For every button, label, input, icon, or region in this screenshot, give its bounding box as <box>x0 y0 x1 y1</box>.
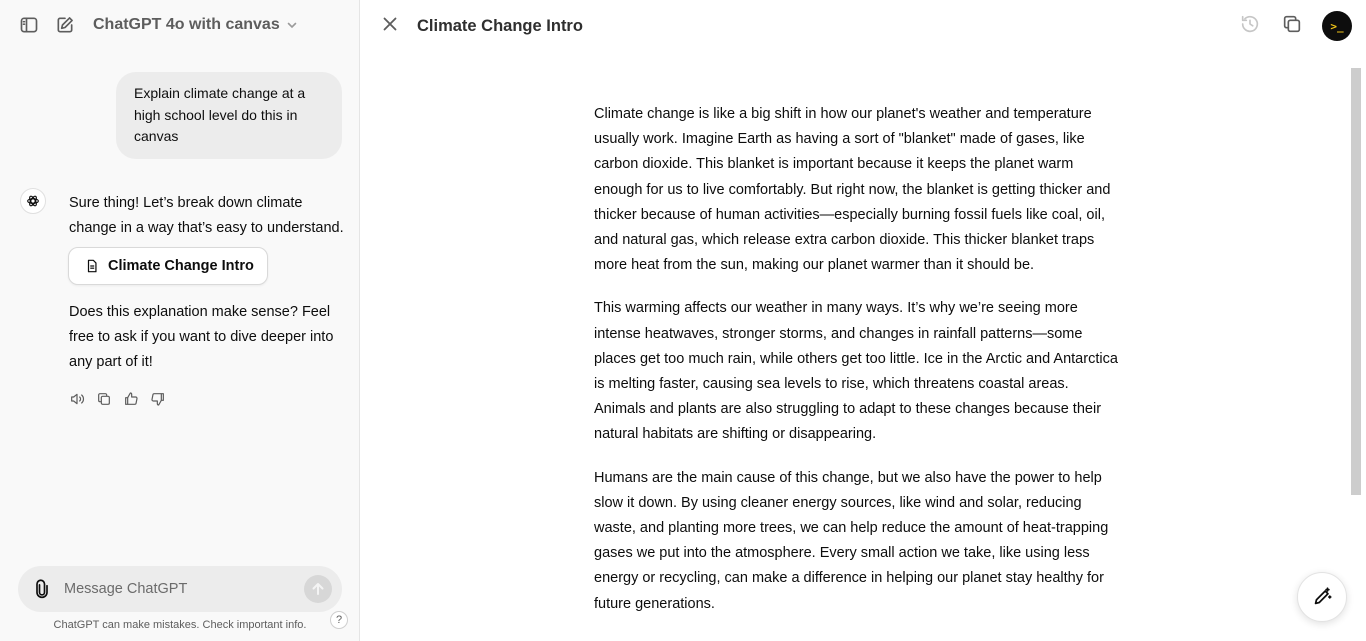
scrollbar-thumb[interactable] <box>1351 68 1361 495</box>
message-actions <box>68 390 167 408</box>
canvas-document[interactable] <box>594 102 1119 635</box>
sidebar-toggle-icon[interactable] <box>15 11 43 39</box>
user-message: Explain climate change at a high school level do this in canvas <box>116 72 342 159</box>
help-button[interactable]: ? <box>330 611 348 629</box>
doc-paragraph-1: Climate change is like a big shift in how our planet's weather and temperature usually work. Imagine Earth as having a sort of "blanket" made of gases, like carbon dioxide. This blanket is important because it keeps the planet warm enough for us to live comfortably. But right now, the blanket is getting thicker and thicker because of human activities—especially burning fossil fuels like coal, oil, and natural gas, which release extra carbon dioxide. This thicker blanket traps more heat from the sun, making our planet warmer than it should be. <box>594 106 1111 274</box>
attach-icon[interactable] <box>32 579 52 599</box>
send-button[interactable] <box>304 575 332 603</box>
canvas-card-label: Climate Change Intro <box>108 258 254 274</box>
assistant-intro: Sure thing! Let’s break down climate change in a way that’s easy to understand. <box>69 195 344 236</box>
copy-document-icon[interactable] <box>1281 13 1305 37</box>
thumbs-up-icon[interactable] <box>122 390 140 408</box>
thumbs-down-icon[interactable] <box>149 390 167 408</box>
history-icon[interactable] <box>1239 13 1263 37</box>
document-icon <box>85 259 99 273</box>
chat-topbar <box>0 0 360 52</box>
model-selector[interactable] <box>93 16 298 34</box>
message-input[interactable] <box>64 576 294 602</box>
chevron-down-icon <box>286 19 298 31</box>
read-aloud-icon[interactable] <box>68 390 86 408</box>
copy-icon[interactable] <box>95 390 113 408</box>
canvas-title: Climate Change Intro <box>417 17 583 35</box>
chat-pane <box>0 0 360 641</box>
canvas-card[interactable] <box>68 247 268 285</box>
canvas-pane <box>361 0 1366 641</box>
openai-logo-icon <box>25 193 41 209</box>
assistant-followup: Does this explanation make sense? Feel free to ask if you want to dive deeper into any part of it! <box>69 304 334 370</box>
doc-paragraph-3: Humans are the main cause of this change, but we also have the power to help slow it down. By using cleaner energy sources, like wind and solar, reducing waste, and planting more trees, we can help reduce the amount of heat-trapping gases we put into the atmosphere. Every small action we take, like using less energy or recycling, can make a difference in helping our planet stay healthy for future generations. <box>594 469 1109 612</box>
edit-suggestions-button[interactable] <box>1297 572 1347 622</box>
assistant-avatar <box>20 188 46 214</box>
arrow-up-icon <box>310 581 326 597</box>
disclaimer: ChatGPT can make mistakes. Check important info. <box>53 619 307 631</box>
user-avatar[interactable]: >_ <box>1322 11 1352 41</box>
model-name: ChatGPT 4o with canvas <box>93 16 280 33</box>
new-chat-icon[interactable] <box>51 11 79 39</box>
doc-paragraph-2: This warming affects our weather in many ways. It’s why we’re seeing more intense heatwaves, stronger storms, and changes in rainfall patterns—some places get too much rain, while others get too little. Ice in the Arctic and Antarctica is melting faster, causing sea levels to rise, which threatens coastal areas. Animals and plants are also struggling to adapt to these changes because their natural habitats are shifting or disappearing. <box>594 300 1118 443</box>
edit-pencil-icon <box>1311 586 1333 608</box>
close-canvas-icon[interactable] <box>379 13 403 37</box>
message-composer <box>18 566 342 612</box>
